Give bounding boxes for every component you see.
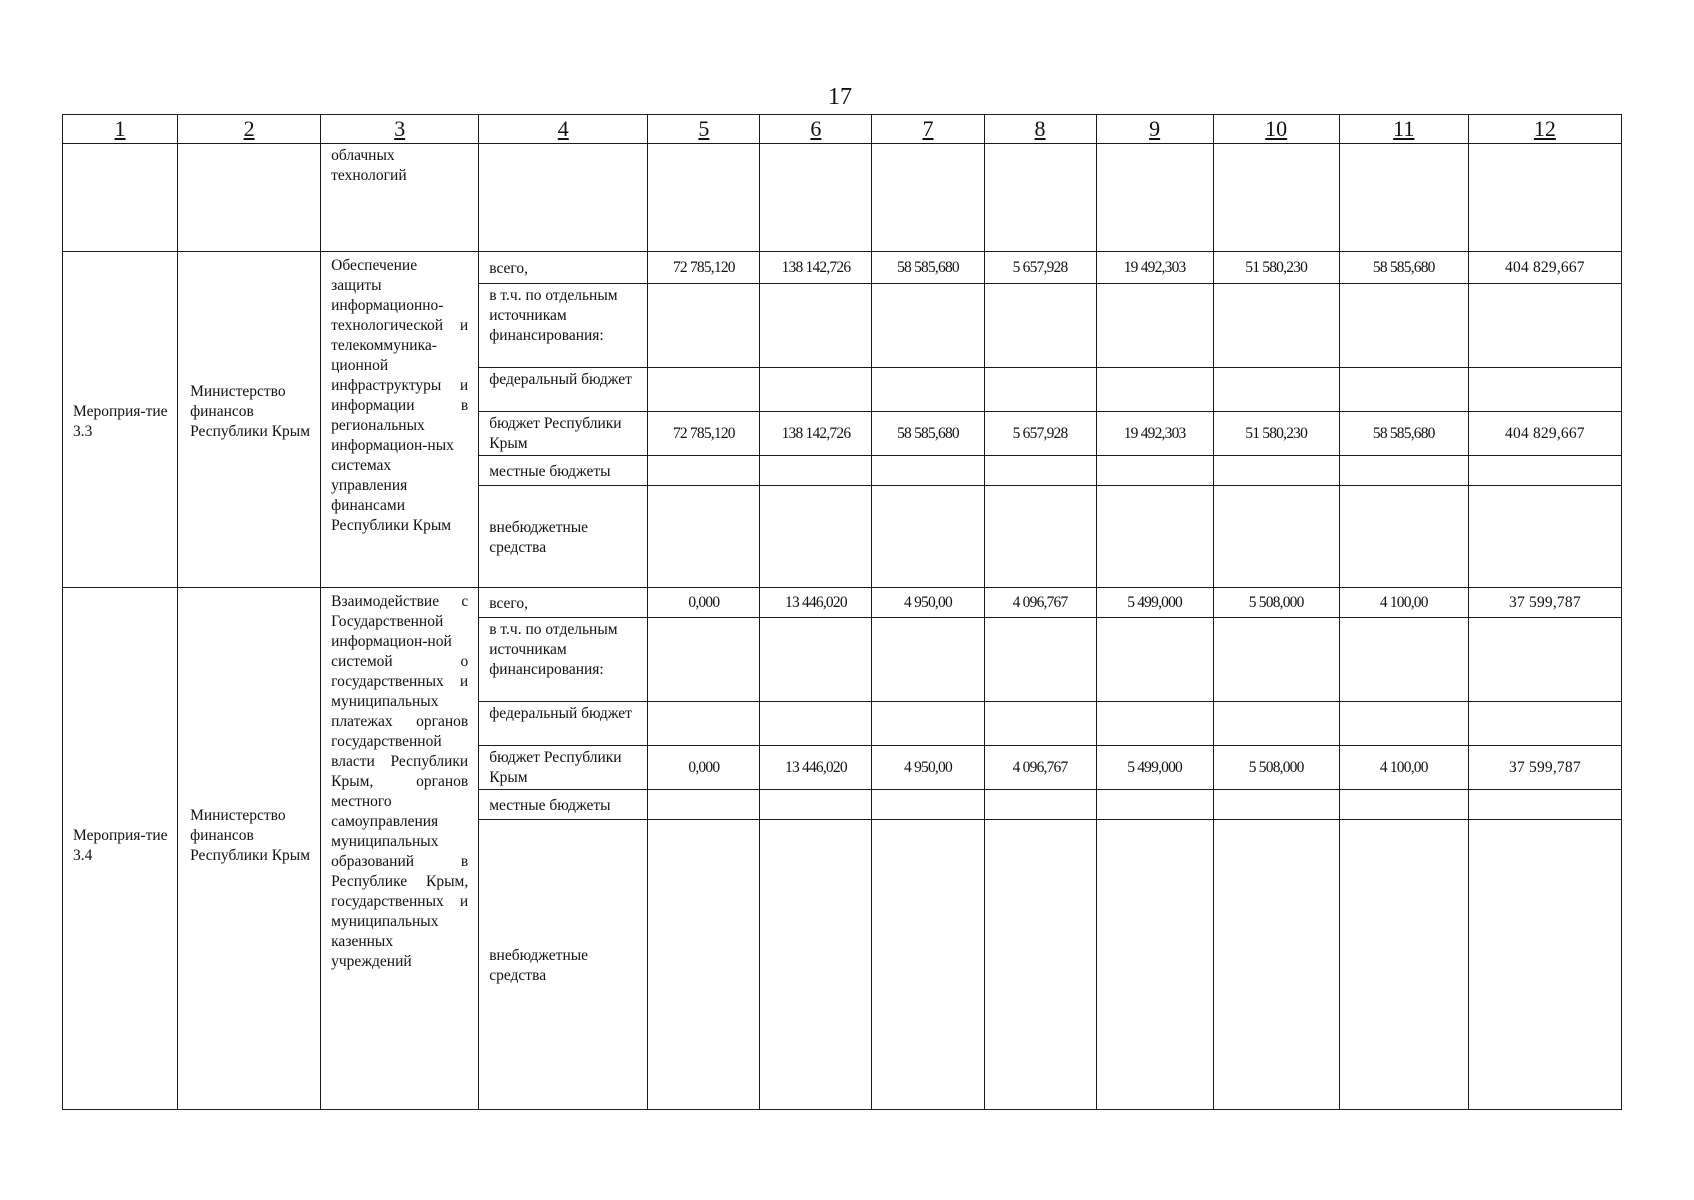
value-cell — [984, 284, 1096, 368]
value-cell — [648, 456, 760, 486]
value-cell: 5 499,000 — [1096, 746, 1213, 790]
value-cell — [1096, 618, 1213, 702]
total-cell — [1468, 618, 1621, 702]
value-cell — [984, 820, 1096, 1110]
value-cell: 4 950,00 — [872, 588, 984, 618]
value-cell: 13 446,020 — [760, 746, 872, 790]
source-label: в т.ч. по отдельным источникам финансирования: — [479, 618, 648, 702]
value-cell: 19 492,303 — [1096, 252, 1213, 284]
value-cell — [648, 702, 760, 746]
value-cell — [984, 368, 1096, 412]
total-cell: 37 599,787 — [1468, 746, 1621, 790]
measure-label: Мероприя-тие 3.3 — [63, 252, 178, 588]
value-cell: 5 508,000 — [1213, 746, 1339, 790]
value-cell: 5 657,928 — [984, 412, 1096, 456]
value-cell: 19 492,303 — [1096, 412, 1213, 456]
value-cell — [1096, 368, 1213, 412]
value-cell — [1096, 820, 1213, 1110]
value-cell — [1339, 144, 1468, 252]
value-cell — [1213, 144, 1339, 252]
value-cell: 138 142,726 — [760, 252, 872, 284]
value-cell — [648, 284, 760, 368]
value-cell — [760, 702, 872, 746]
value-cell — [760, 456, 872, 486]
value-cell — [648, 486, 760, 588]
value-cell — [648, 618, 760, 702]
value-cell: 4 100,00 — [1339, 588, 1468, 618]
measure-label: Мероприя-тие 3.4 — [63, 588, 178, 1110]
value-cell — [984, 790, 1096, 820]
source-label: бюджет Республики Крым — [479, 412, 648, 456]
total-cell — [1468, 456, 1621, 486]
value-cell: 4 950,00 — [872, 746, 984, 790]
source-label: всего, — [479, 588, 648, 618]
source-label: федеральный бюджет — [479, 702, 648, 746]
value-cell: 72 785,120 — [648, 252, 760, 284]
value-cell: 138 142,726 — [760, 412, 872, 456]
total-cell: 37 599,787 — [1468, 588, 1621, 618]
continued-row — [63, 144, 1622, 252]
total-cell — [1468, 486, 1621, 588]
value-cell — [648, 820, 760, 1110]
total-cell: 404 829,667 — [1468, 412, 1621, 456]
source-label: местные бюджеты — [479, 790, 648, 820]
value-cell — [760, 820, 872, 1110]
value-cell — [760, 486, 872, 588]
executor-label: Министерство финансов Республики Крым — [178, 588, 321, 1110]
total-cell — [1468, 144, 1621, 252]
value-cell — [1213, 368, 1339, 412]
total-cell — [1468, 820, 1621, 1110]
value-cell: 13 446,020 — [760, 588, 872, 618]
value-cell: 0,000 — [648, 588, 760, 618]
value-cell: 0,000 — [648, 746, 760, 790]
value-cell: 58 585,680 — [1339, 252, 1468, 284]
description-cell: облачных технологий — [321, 144, 479, 252]
description-label: Взаимодействие с Государственной информацион-ной системой о государственных и муниципальных платежах органов государственной власти Республики Крым, органов местного самоуправления муниципальных образований в Республике Крым, государственных и муниципальных казенных учреждений — [321, 588, 479, 1110]
value-cell — [984, 144, 1096, 252]
value-cell — [760, 790, 872, 820]
column-header: 7 — [872, 115, 984, 144]
value-cell — [1339, 368, 1468, 412]
total-cell — [1468, 284, 1621, 368]
value-cell — [872, 820, 984, 1110]
value-cell — [1339, 790, 1468, 820]
column-header: 1 — [63, 115, 178, 144]
value-cell: 58 585,680 — [872, 252, 984, 284]
column-number-row — [63, 115, 1622, 144]
value-cell: 4 096,767 — [984, 588, 1096, 618]
value-cell — [872, 702, 984, 746]
column-header: 12 — [1468, 115, 1621, 144]
value-cell — [1213, 618, 1339, 702]
value-cell — [1213, 456, 1339, 486]
value-cell — [648, 144, 760, 252]
value-cell: 51 580,230 — [1213, 412, 1339, 456]
column-header: 3 — [321, 115, 479, 144]
description-label: Обеспечение защиты информационно-технологической и телекоммуника-ционной инфраструктуры и информации в региональных информацион-ных системах управления финансами Республики Крым — [321, 252, 479, 588]
budget-table — [62, 114, 1622, 1110]
value-cell — [872, 144, 984, 252]
value-cell — [984, 456, 1096, 486]
value-cell — [872, 790, 984, 820]
value-cell — [1213, 820, 1339, 1110]
value-cell: 51 580,230 — [1213, 252, 1339, 284]
column-header: 11 — [1339, 115, 1468, 144]
total-cell — [1468, 790, 1621, 820]
source-cell — [479, 144, 648, 252]
value-cell: 58 585,680 — [872, 412, 984, 456]
total-cell: 404 829,667 — [1468, 252, 1621, 284]
column-header: 5 — [648, 115, 760, 144]
value-cell — [872, 368, 984, 412]
value-cell — [1213, 284, 1339, 368]
value-cell — [1096, 456, 1213, 486]
column-header: 10 — [1213, 115, 1339, 144]
value-cell: 58 585,680 — [1339, 412, 1468, 456]
value-cell — [760, 284, 872, 368]
value-cell — [1339, 284, 1468, 368]
value-cell — [984, 618, 1096, 702]
value-cell: 5 499,000 — [1096, 588, 1213, 618]
source-label: местные бюджеты — [479, 456, 648, 486]
value-cell — [872, 486, 984, 588]
source-label: бюджет Республики Крым — [479, 746, 648, 790]
measure-row — [63, 588, 1622, 618]
value-cell: 72 785,120 — [648, 412, 760, 456]
value-cell: 4 096,767 — [984, 746, 1096, 790]
value-cell: 5 657,928 — [984, 252, 1096, 284]
value-cell — [984, 702, 1096, 746]
value-cell — [760, 144, 872, 252]
source-label: в т.ч. по отдельным источникам финансирования: — [479, 284, 648, 368]
total-cell — [1468, 702, 1621, 746]
value-cell — [872, 618, 984, 702]
value-cell — [648, 790, 760, 820]
value-cell — [1339, 486, 1468, 588]
column-header: 9 — [1096, 115, 1213, 144]
column-header: 8 — [984, 115, 1096, 144]
value-cell — [760, 618, 872, 702]
value-cell — [1213, 790, 1339, 820]
page-number: 17 — [828, 84, 852, 110]
value-cell — [648, 368, 760, 412]
value-cell: 5 508,000 — [1213, 588, 1339, 618]
measure-cell — [63, 144, 178, 252]
value-cell — [872, 284, 984, 368]
value-cell — [984, 486, 1096, 588]
value-cell — [1096, 486, 1213, 588]
value-cell — [1096, 284, 1213, 368]
value-cell — [1339, 456, 1468, 486]
column-header: 2 — [178, 115, 321, 144]
source-label: федеральный бюджет — [479, 368, 648, 412]
value-cell — [1213, 702, 1339, 746]
value-cell — [1339, 702, 1468, 746]
measure-row — [63, 252, 1622, 284]
source-label: внебюджетные средства — [479, 486, 648, 588]
column-header: 4 — [479, 115, 648, 144]
value-cell — [1096, 702, 1213, 746]
value-cell — [1339, 820, 1468, 1110]
value-cell — [872, 456, 984, 486]
column-header: 6 — [760, 115, 872, 144]
value-cell — [1096, 790, 1213, 820]
value-cell — [1339, 618, 1468, 702]
total-cell — [1468, 368, 1621, 412]
value-cell — [760, 368, 872, 412]
value-cell: 4 100,00 — [1339, 746, 1468, 790]
source-label: внебюджетные средства — [479, 820, 648, 1110]
value-cell — [1096, 144, 1213, 252]
value-cell — [1213, 486, 1339, 588]
executor-cell — [178, 144, 321, 252]
executor-label: Министерство финансов Республики Крым — [178, 252, 321, 588]
source-label: всего, — [479, 252, 648, 284]
